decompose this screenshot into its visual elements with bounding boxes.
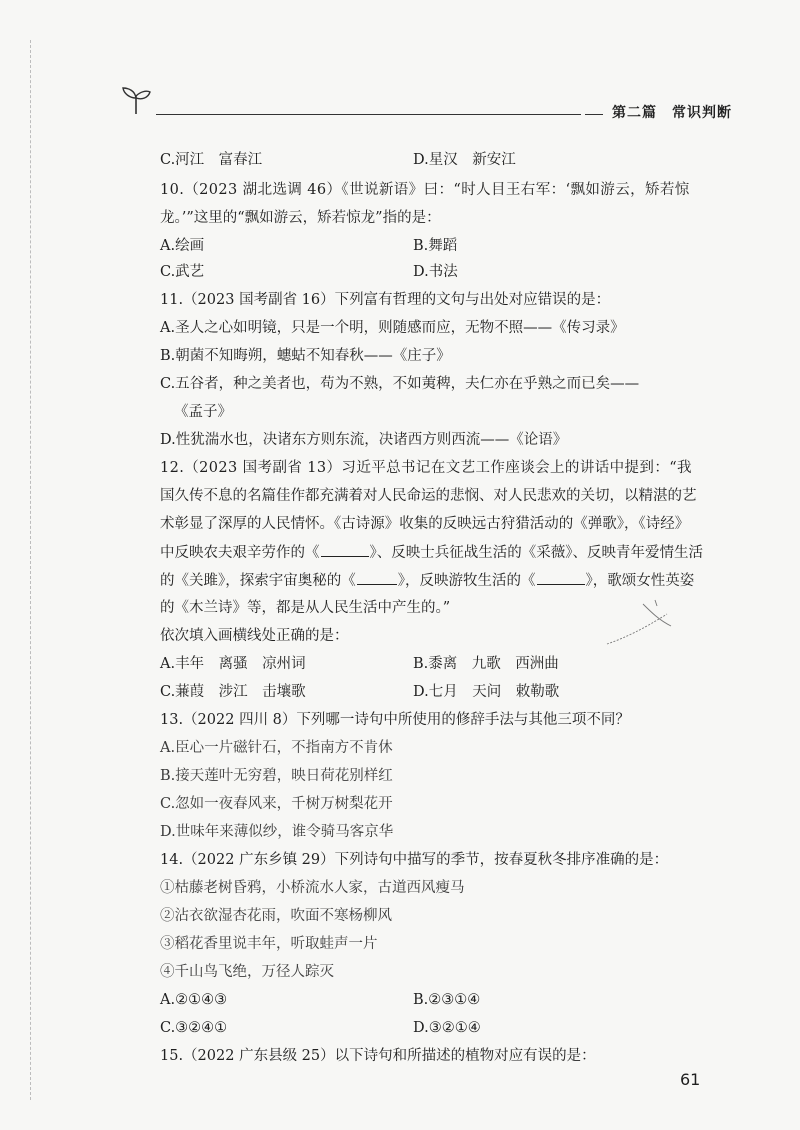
prev-option-c: C.河江 富春江 (160, 152, 263, 168)
question-14-option-d: D.③②①④ (413, 1020, 481, 1036)
question-10-option-d: D.书法 (413, 264, 458, 280)
question-14-poem-4: ④千山鸟飞绝，万径人踪灭 (160, 964, 334, 980)
question-13-stem: 13.（2022 四川 8）下列哪一诗句中所使用的修辞手法与其他三项不同？ (160, 712, 630, 728)
question-12-option-c: C.蒹葭 涉江 击壤歌 (160, 684, 306, 700)
question-11-option-d: D.性犹湍水也，决诸东方则东流，决诸西方则西流——《论语》 (160, 432, 568, 448)
binding-edge (30, 40, 31, 1100)
question-12-option-a: A.丰年 离骚 凉州词 (160, 656, 306, 672)
question-13-option-d: D.世味年来薄似纱，谁令骑马客京华 (160, 824, 394, 840)
page-header (118, 82, 732, 126)
question-14-option-b: B.②③①④ (413, 992, 481, 1008)
question-15-stem: 15.（2022 广东县级 25）以下诗句和所描述的植物对应有误的是： (160, 1048, 596, 1064)
question-12-stem: 12.（2023 国考副省 13）习近平总书记在文艺工作座谈会上的讲话中提到：“我 (160, 460, 692, 476)
question-10-option-c: C.武艺 (160, 264, 205, 280)
question-10-stem-cont: 龙。’”这里的“飘如游云，矫若惊龙”指的是： (160, 210, 441, 226)
pen-mark-doodle (605, 598, 675, 648)
question-12-prompt: 依次填入画横线处正确的是： (160, 628, 349, 644)
question-11-option-c: C.五谷者，种之美者也，苟为不熟，不如荑稗，夫仁亦在乎熟之而已矣—— (160, 376, 640, 392)
question-10-option-a: A.绘画 (160, 238, 205, 254)
question-12-option-b: B.黍离 九歌 西洲曲 (413, 656, 559, 672)
page-number: 61 (680, 1070, 701, 1089)
question-12-stem-6: 的《木兰诗》等，都是从人民生活中产生的。” (160, 600, 451, 616)
question-12-stem-3: 术彰显了深厚的人民情怀。《古诗源》收集的反映远古狩猎活动的《弹歌》，《诗经》 (160, 516, 690, 532)
text-segment: 中反映农夫艰辛劳作的《 (160, 545, 320, 561)
question-12-stem-2: 国久传不息的名篇佳作都充满着对人民命运的悲悯、对人民悲欢的关切，以精湛的艺 (160, 488, 697, 504)
question-12-option-d: D.七月 天问 敕勒歌 (413, 684, 560, 700)
header-rule (156, 114, 581, 115)
question-11-stem: 11.（2023 国考副省 16）下列富有哲理的文句与出处对应错误的是： (160, 292, 611, 308)
sprout-icon (118, 82, 154, 116)
question-13-option-a: A.臣心一片磁针石，不指南方不肯休 (160, 740, 393, 756)
question-14-option-a: A.②①④③ (160, 992, 228, 1008)
question-14-poem-1: ①枯藤老树昏鸦，小桥流水人家，古道西风瘦马 (160, 880, 465, 896)
fill-blank-1 (321, 542, 369, 557)
text-segment: 》、反映士兵征战生活的《采薇》、反映青年爱情生活 (369, 545, 703, 561)
question-14-stem: 14.（2022 广东乡镇 29）下列诗句中描写的季节，按春夏秋冬排序准确的是： (160, 852, 669, 868)
fill-blank-2 (357, 570, 397, 585)
question-12-stem-4 (160, 542, 703, 563)
question-10-stem: 10.（2023 湖北选调 46）《世说新语》曰：“时人目王右军：‘飘如游云，矫若惊 (160, 182, 690, 198)
question-11-option-c-cont: 《孟子》 (174, 404, 232, 420)
prev-option-d: D.星汉 新安江 (413, 152, 516, 168)
question-13-option-c: C.忽如一夜春风来，千树万树梨花开 (160, 796, 393, 812)
header-rule-dash (585, 114, 603, 115)
text-segment: 》，歌颂女性英姿 (585, 573, 695, 589)
fill-blank-3 (537, 570, 585, 585)
question-14-poem-3: ③稻花香里说丰年，听取蛙声一片 (160, 936, 378, 952)
question-14-poem-2: ②沾衣欲湿杏花雨，吹面不寒杨柳风 (160, 908, 392, 924)
question-10-option-b: B.舞蹈 (413, 238, 458, 254)
question-12-stem-5 (160, 570, 694, 591)
text-segment: 》，反映游牧生活的《 (397, 573, 536, 589)
text-segment: 的《关雎》，探索宇宙奥秘的《 (160, 573, 356, 589)
question-14-option-c: C.③②④① (160, 1020, 228, 1036)
section-title: 第二篇 常识判断 (612, 105, 732, 121)
question-11-option-a: A.圣人之心如明镜，只是一个明，则随感而应，无物不照——《传习录》 (160, 320, 625, 336)
question-13-option-b: B.接天莲叶无穷碧，映日荷花别样红 (160, 768, 393, 784)
question-11-option-b: B.朝菌不知晦朔，蟪蛄不知春秋——《庄子》 (160, 348, 451, 364)
